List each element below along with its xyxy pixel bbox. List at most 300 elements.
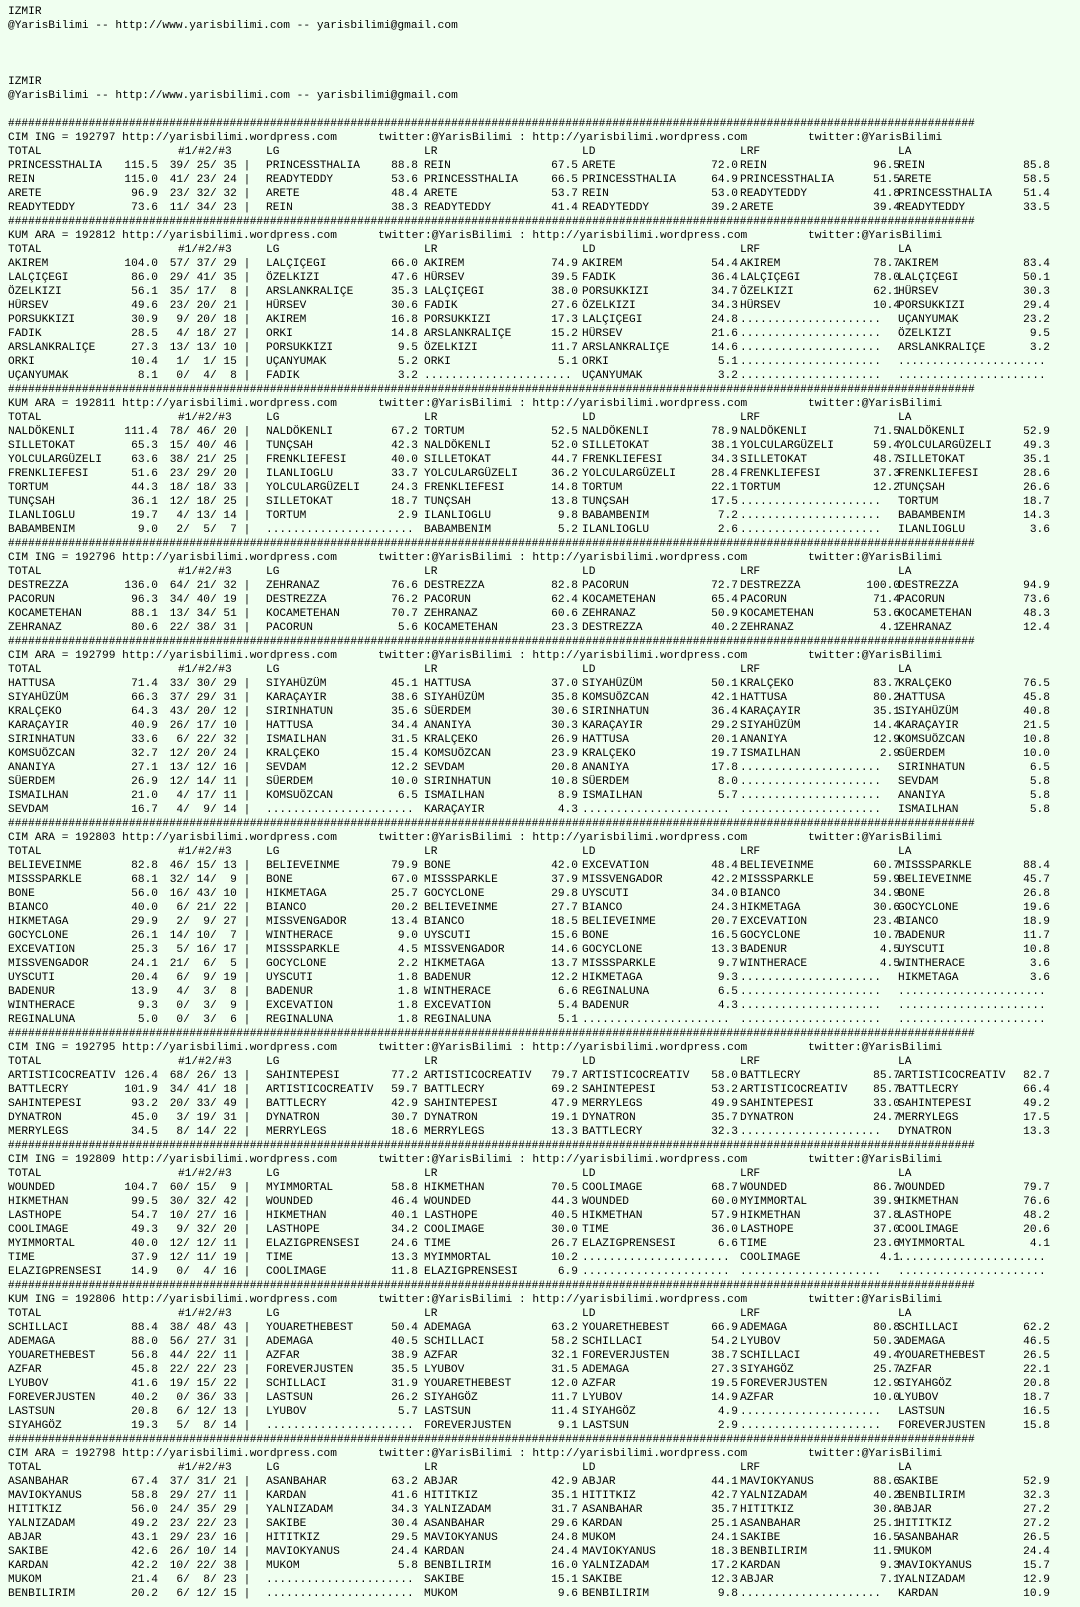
- lrf-horse: .....................: [740, 1000, 881, 1012]
- table-row: [8, 257, 1080, 271]
- lrf-horse: BENBILIRIM: [740, 1546, 808, 1558]
- horse-name: KARAÇAYIR: [8, 720, 69, 732]
- rank-counts: 41/ 23/ 24 |: [163, 174, 251, 186]
- ld-score: 58.0: [711, 1070, 738, 1082]
- ld-score: 50.9: [711, 608, 738, 620]
- lr-score: 5.4: [557, 1000, 578, 1012]
- table-row: [8, 929, 1080, 943]
- la-horse: ......................: [898, 1014, 1046, 1026]
- total-score: 54.7: [131, 1210, 158, 1222]
- lg-score: 31.9: [391, 1378, 418, 1390]
- header-ld: LD: [582, 664, 596, 676]
- total-score: 56.1: [131, 286, 158, 298]
- lg-score: 24.3: [391, 482, 418, 494]
- lr-horse: AKIREM: [424, 258, 465, 270]
- twitter-handle: twitter:@YarisBilimi: [808, 132, 943, 144]
- la-score: 23.2: [1023, 314, 1050, 326]
- lg-score: 33.7: [391, 468, 418, 480]
- rank-counts: 6/ 22/ 32 |: [163, 734, 251, 746]
- lrf-horse: BATTLECRY: [740, 1070, 801, 1082]
- lg-score: 48.4: [391, 188, 418, 200]
- column-header-row: [8, 411, 1080, 425]
- total-score: 49.6: [131, 300, 158, 312]
- la-horse: ......................: [898, 986, 1046, 998]
- lg-score: 18.6: [391, 1126, 418, 1138]
- lrf-horse: YOLCULARGÜZELI: [740, 440, 834, 452]
- ld-score: 34.0: [711, 888, 738, 900]
- horse-name: YOLCULARGÜZELI: [8, 454, 102, 466]
- column-header-row: [8, 565, 1080, 579]
- total-score: 56.8: [131, 1350, 158, 1362]
- lrf-horse: SAHINTEPESI: [740, 1098, 814, 1110]
- la-horse: PACORUN: [898, 594, 945, 606]
- lg-score: 30.4: [391, 1518, 418, 1530]
- total-score: 40.9: [131, 720, 158, 732]
- lr-score: 40.5: [551, 1210, 578, 1222]
- lg-horse: HIKMETAGA: [266, 888, 327, 900]
- lg-score: 59.7: [391, 1084, 418, 1096]
- ld-score: 19.7: [711, 748, 738, 760]
- horse-name: LYUBOV: [8, 1378, 49, 1390]
- horse-name: ORKI: [8, 356, 35, 368]
- lr-score: 13.7: [551, 958, 578, 970]
- lrf-horse: FOREVERJUSTEN: [740, 1378, 828, 1390]
- lrf-horse: YALNIZADAM: [740, 1490, 808, 1502]
- total-score: 58.8: [131, 1490, 158, 1502]
- ld-score: 20.1: [711, 734, 738, 746]
- la-horse: HIKMETHAN: [898, 1196, 959, 1208]
- la-horse: ......................: [898, 1266, 1046, 1278]
- total-score: 99.5: [131, 1196, 158, 1208]
- lr-score: 41.4: [551, 202, 578, 214]
- ld-horse: SIRINHATUN: [582, 706, 650, 718]
- horse-name: ANANIYA: [8, 762, 55, 774]
- la-horse: ......................: [898, 1252, 1046, 1264]
- header-lg: LG: [266, 244, 280, 256]
- table-row: [8, 425, 1080, 439]
- lg-score: 31.5: [391, 734, 418, 746]
- lrf-horse: .....................: [740, 1266, 881, 1278]
- total-score: 68.1: [131, 874, 158, 886]
- la-horse: HIKMETAGA: [898, 972, 959, 984]
- table-row: [8, 1587, 1080, 1601]
- la-score: 73.6: [1023, 594, 1050, 606]
- lr-score: 36.2: [551, 468, 578, 480]
- lr-horse: ABJAR: [424, 1476, 458, 1488]
- horse-name: KRALÇEKO: [8, 706, 62, 718]
- lrf-score: 4.5: [879, 958, 900, 970]
- lrf-horse: HIKMETAGA: [740, 902, 801, 914]
- header-la: LA: [898, 1168, 912, 1180]
- header-la: LA: [898, 1462, 912, 1474]
- lrf-score: 37.3: [873, 468, 900, 480]
- lg-score: 13.3: [391, 1252, 418, 1264]
- rank-counts: 3/ 19/ 31 |: [163, 1112, 251, 1124]
- ld-horse: BENBILIRIM: [582, 1588, 650, 1600]
- table-row: [8, 481, 1080, 495]
- ld-horse: READYTEDDY: [582, 202, 650, 214]
- lr-score: 58.2: [551, 1336, 578, 1348]
- lr-horse: REGINALUNA: [424, 1014, 492, 1026]
- ld-score: 13.3: [711, 944, 738, 956]
- lr-horse: MAVIOKYANUS: [424, 1532, 498, 1544]
- lr-horse: BONE: [424, 860, 451, 872]
- ld-horse: MERRYLEGS: [582, 1098, 643, 1110]
- lg-score: 35.5: [391, 1364, 418, 1376]
- header-lg: LG: [266, 566, 280, 578]
- table-row: [8, 355, 1080, 369]
- lg-horse: ......................: [266, 1588, 414, 1600]
- lrf-horse: MAVIOKYANUS: [740, 1476, 814, 1488]
- la-horse: FOREVERJUSTEN: [898, 1420, 986, 1432]
- ld-score: 42.2: [711, 874, 738, 886]
- lg-score: 50.4: [391, 1322, 418, 1334]
- total-score: 8.1: [137, 370, 158, 382]
- total-score: 40.0: [131, 902, 158, 914]
- race-title: KUM ING = 192806 http://yarisbilimi.wordpress.com: [8, 1294, 337, 1306]
- rank-counts: 29/ 27/ 11 |: [163, 1490, 251, 1502]
- race-title: CIM ARA = 192798 http://yarisbilimi.wordpress.com: [8, 1448, 337, 1460]
- lrf-horse: SIYAHÜZÜM: [740, 720, 801, 732]
- lr-score: 16.0: [551, 1560, 578, 1572]
- lrf-score: 4.1: [879, 622, 900, 634]
- table-row: [8, 1335, 1080, 1349]
- horse-name: READYTEDDY: [8, 202, 76, 214]
- lg-horse: PORSUKKIZI: [266, 342, 334, 354]
- la-score: 20.6: [1023, 1224, 1050, 1236]
- race-block: [8, 817, 1080, 1027]
- ld-score: 42.7: [711, 1490, 738, 1502]
- lg-horse: HITITKIZ: [266, 1532, 320, 1544]
- total-score: 26.9: [131, 776, 158, 788]
- lr-score: 37.0: [551, 678, 578, 690]
- la-horse: ZEHRANAZ: [898, 622, 952, 634]
- ld-score: 44.1: [711, 1476, 738, 1488]
- horse-name: ILANLIOGLU: [8, 510, 76, 522]
- horse-name: REIN: [8, 174, 35, 186]
- race-block: [8, 1279, 1080, 1433]
- total-score: 19.3: [131, 1420, 158, 1432]
- header-lg: LG: [266, 1056, 280, 1068]
- lrf-horse: .....................: [740, 1588, 881, 1600]
- lrf-horse: BADENUR: [740, 944, 787, 956]
- race-title-row: [8, 1447, 1080, 1461]
- lg-horse: BONE: [266, 874, 293, 886]
- total-score: 136.0: [124, 580, 158, 592]
- lr-score: 15.6: [551, 930, 578, 942]
- rank-counts: 6/ 9/ 19 |: [163, 972, 251, 984]
- total-score: 51.6: [131, 468, 158, 480]
- horse-name: KOCAMETEHAN: [8, 608, 82, 620]
- lrf-horse: .....................: [740, 356, 881, 368]
- ld-score: 65.4: [711, 594, 738, 606]
- ld-horse: PORSUKKIZI: [582, 286, 650, 298]
- rank-counts: 2/ 5/ 7 |: [163, 524, 251, 536]
- lr-score: 67.5: [551, 160, 578, 172]
- la-horse: YOUARETHEBEST: [898, 1350, 986, 1362]
- header-rank: #1/#2/#3: [178, 846, 232, 858]
- lr-score: 15.1: [551, 1574, 578, 1586]
- ld-horse: BADENUR: [582, 1000, 629, 1012]
- la-horse: NALDÖKENLI: [898, 426, 966, 438]
- race-title: CIM ING = 192797 http://yarisbilimi.wordpress.com: [8, 132, 337, 144]
- total-score: 28.5: [131, 328, 158, 340]
- rank-counts: 4/ 13/ 14 |: [163, 510, 251, 522]
- lr-score: 15.2: [551, 328, 578, 340]
- header-lr: LR: [424, 664, 438, 676]
- lr-score: 26.7: [551, 1238, 578, 1250]
- lrf-score: 41.8: [873, 188, 900, 200]
- la-score: 9.5: [1029, 328, 1050, 340]
- lrf-horse: EXCEVATION: [740, 916, 808, 928]
- rank-counts: 5/ 16/ 17 |: [163, 944, 251, 956]
- lr-horse: HITITKIZ: [424, 1490, 478, 1502]
- lg-horse: TIME: [266, 1252, 293, 1264]
- lr-horse: MISSSPARKLE: [424, 874, 498, 886]
- ld-horse: ANANIYA: [582, 762, 629, 774]
- lrf-score: 12.2: [873, 482, 900, 494]
- ld-horse: KARAÇAYIR: [582, 720, 643, 732]
- rank-counts: 21/ 6/ 5 |: [163, 958, 251, 970]
- lg-score: 10.0: [391, 776, 418, 788]
- la-score: 26.5: [1023, 1350, 1050, 1362]
- rank-counts: 38/ 21/ 25 |: [163, 454, 251, 466]
- lrf-horse: LASTHOPE: [740, 1224, 794, 1236]
- rank-counts: 19/ 15/ 22 |: [163, 1378, 251, 1390]
- header-rank: #1/#2/#3: [178, 1462, 232, 1474]
- column-header-row: [8, 145, 1080, 159]
- lr-horse: FADIK: [424, 300, 458, 312]
- total-score: 14.9: [131, 1266, 158, 1278]
- la-score: 62.2: [1023, 1322, 1050, 1334]
- la-horse: BADENUR: [898, 930, 945, 942]
- la-score: 50.1: [1023, 272, 1050, 284]
- lrf-horse: ANANIYA: [740, 734, 787, 746]
- table-row: [8, 943, 1080, 957]
- total-score: 37.9: [131, 1252, 158, 1264]
- lg-score: 4.5: [397, 944, 418, 956]
- lg-horse: KOCAMETEHAN: [266, 608, 340, 620]
- total-score: 49.2: [131, 1518, 158, 1530]
- lrf-score: 49.4: [873, 1350, 900, 1362]
- twitter-handle: twitter:@YarisBilimi: [808, 552, 943, 564]
- table-row: [8, 509, 1080, 523]
- horse-name: LASTHOPE: [8, 1210, 62, 1222]
- la-horse: SIYAHGÖZ: [898, 1378, 952, 1390]
- la-horse: COOLIMAGE: [898, 1224, 959, 1236]
- table-row: [8, 1097, 1080, 1111]
- separator-line: ################################################################################################################################################: [8, 1280, 975, 1292]
- total-score: 9.0: [137, 524, 158, 536]
- lr-score: 31.7: [551, 1504, 578, 1516]
- rank-counts: 57/ 37/ 29 |: [163, 258, 251, 270]
- table-row: [8, 705, 1080, 719]
- lrf-horse: .....................: [740, 496, 881, 508]
- header-total: TOTAL: [8, 1056, 42, 1068]
- lg-score: 12.2: [391, 762, 418, 774]
- table-row: [8, 173, 1080, 187]
- lr-score: 27.7: [551, 902, 578, 914]
- horse-name: YOUARETHEBEST: [8, 1350, 96, 1362]
- header-ld: LD: [582, 244, 596, 256]
- lrf-score: 7.1: [879, 1574, 900, 1586]
- total-score: 21.0: [131, 790, 158, 802]
- lr-score: 20.8: [551, 762, 578, 774]
- lrf-score: 33.0: [873, 1098, 900, 1110]
- lrf-horse: PACORUN: [740, 594, 787, 606]
- lr-horse: ARTISTICOCREATIV: [424, 1070, 532, 1082]
- ld-horse: REIN: [582, 188, 609, 200]
- lg-score: 38.6: [391, 692, 418, 704]
- total-score: 101.9: [124, 1084, 158, 1096]
- lrf-score: 35.1: [873, 706, 900, 718]
- lrf-score: 59.4: [873, 440, 900, 452]
- ld-horse: SIYAHGÖZ: [582, 1406, 636, 1418]
- ld-score: 14.6: [711, 342, 738, 354]
- lrf-score: 10.4: [873, 300, 900, 312]
- ld-score: 9.3: [717, 972, 738, 984]
- la-horse: BONE: [898, 888, 925, 900]
- separator-line: ################################################################################################################################################: [8, 1028, 975, 1040]
- rank-counts: 32/ 14/ 9 |: [163, 874, 251, 886]
- lg-score: 14.8: [391, 328, 418, 340]
- rank-counts: 9/ 20/ 18 |: [163, 314, 251, 326]
- race-block: [8, 1433, 1080, 1601]
- la-score: 12.4: [1023, 622, 1050, 634]
- la-horse: UÇANYUMAK: [898, 314, 959, 326]
- horse-name: KOMSUÖZCAN: [8, 748, 76, 760]
- lrf-horse: REIN: [740, 160, 767, 172]
- lg-score: 34.4: [391, 720, 418, 732]
- ld-score: 34.3: [711, 300, 738, 312]
- rank-counts: 29/ 41/ 35 |: [163, 272, 251, 284]
- lrf-horse: ARETE: [740, 202, 774, 214]
- ld-score: 42.1: [711, 692, 738, 704]
- lr-horse: MUKOM: [424, 1588, 458, 1600]
- lg-score: 9.0: [397, 930, 418, 942]
- la-horse: LASTSUN: [898, 1406, 945, 1418]
- lg-score: 5.6: [397, 622, 418, 634]
- rank-counts: 22/ 38/ 31 |: [163, 622, 251, 634]
- lr-horse: KOMSUÖZCAN: [424, 748, 492, 760]
- total-score: 49.3: [131, 1224, 158, 1236]
- ld-horse: BONE: [582, 930, 609, 942]
- table-row: [8, 1195, 1080, 1209]
- ld-horse: ARETE: [582, 160, 616, 172]
- horse-name: PRINCESSTHALIA: [8, 160, 102, 172]
- twitter-link: twitter:@YarisBilimi : http://yarisbilimi.wordpress.com: [378, 832, 748, 844]
- lg-horse: REIN: [266, 202, 293, 214]
- la-horse: REIN: [898, 160, 925, 172]
- header-la: LA: [898, 244, 912, 256]
- lg-horse: SIRINHATUN: [266, 706, 334, 718]
- ld-horse: ARSLANKRALIÇE: [582, 342, 670, 354]
- ld-horse: REGINALUNA: [582, 986, 650, 998]
- lg-horse: HÜRSEV: [266, 300, 307, 312]
- la-horse: KOCAMETEHAN: [898, 608, 972, 620]
- lr-horse: MISSVENGADOR: [424, 944, 505, 956]
- ld-score: 17.2: [711, 1560, 738, 1572]
- ld-horse: HIKMETAGA: [582, 972, 643, 984]
- lr-score: 38.0: [551, 286, 578, 298]
- race-title: KUM ARA = 192812 http://yarisbilimi.wordpress.com: [8, 230, 337, 242]
- twitter-link: twitter:@YarisBilimi : http://yarisbilimi.wordpress.com: [378, 132, 748, 144]
- lr-horse: LASTSUN: [424, 1406, 471, 1418]
- total-score: 20.4: [131, 972, 158, 984]
- la-horse: KRALÇEKO: [898, 678, 952, 690]
- rank-counts: 30/ 32/ 42 |: [163, 1196, 251, 1208]
- lg-horse: ZEHRANAZ: [266, 580, 320, 592]
- la-horse: BIANCO: [898, 916, 939, 928]
- la-horse: GOCYCLONE: [898, 902, 959, 914]
- lrf-horse: SAKIBE: [740, 1532, 781, 1544]
- lr-score: 70.5: [551, 1182, 578, 1194]
- separator-line: ################################################################################################################################################: [8, 538, 975, 550]
- header-lg: LG: [266, 146, 280, 158]
- lr-score: 47.9: [551, 1098, 578, 1110]
- lr-score: 44.3: [551, 1196, 578, 1208]
- lg-score: 5.8: [397, 1560, 418, 1572]
- ld-score: 6.6: [717, 1238, 738, 1250]
- ld-horse: ILANLIOGLU: [582, 524, 650, 536]
- lr-score: 24.8: [551, 1532, 578, 1544]
- horse-name: MISSVENGADOR: [8, 958, 89, 970]
- lg-horse: TUNÇSAH: [266, 440, 313, 452]
- lr-horse: KARAÇAYIR: [424, 804, 485, 816]
- lrf-score: 86.7: [873, 1182, 900, 1194]
- ld-score: 17.5: [711, 496, 738, 508]
- horse-name: HATTUSA: [8, 678, 55, 690]
- la-horse: WOUNDED: [898, 1182, 945, 1194]
- lg-horse: ISMAILHAN: [266, 734, 327, 746]
- rank-counts: 4/ 17/ 11 |: [163, 790, 251, 802]
- header-lrf: LRF: [740, 1308, 761, 1320]
- horse-name: MERRYLEGS: [8, 1126, 69, 1138]
- lr-score: 30.0: [551, 1224, 578, 1236]
- lg-score: 24.4: [391, 1546, 418, 1558]
- lg-horse: WOUNDED: [266, 1196, 313, 1208]
- ld-horse: ELAZIGPRENSESI: [582, 1238, 676, 1250]
- table-row: [8, 1013, 1080, 1027]
- lrf-score: 83.7: [873, 678, 900, 690]
- ld-horse: LASTSUN: [582, 1420, 629, 1432]
- lg-horse: SIYAHÜZÜM: [266, 678, 327, 690]
- lrf-score: 50.3: [873, 1336, 900, 1348]
- lr-horse: WINTHERACE: [424, 986, 492, 998]
- header-total: TOTAL: [8, 412, 42, 424]
- horse-name: HÜRSEV: [8, 300, 49, 312]
- table-row: [8, 999, 1080, 1013]
- lrf-score: 25.7: [873, 1364, 900, 1376]
- lg-horse: SAKIBE: [266, 1518, 307, 1530]
- ld-score: 68.7: [711, 1182, 738, 1194]
- lr-horse: READYTEDDY: [424, 202, 492, 214]
- rank-counts: 37/ 31/ 21 |: [163, 1476, 251, 1488]
- lr-score: 39.5: [551, 272, 578, 284]
- lrf-horse: HITITKIZ: [740, 1504, 794, 1516]
- ld-horse: FADIK: [582, 272, 616, 284]
- header-lrf: LRF: [740, 664, 761, 676]
- lr-score: 60.6: [551, 608, 578, 620]
- race-block: [8, 117, 1080, 215]
- horse-name: TUNÇSAH: [8, 496, 55, 508]
- la-horse: ......................: [898, 1000, 1046, 1012]
- ld-horse: ZEHRANAZ: [582, 608, 636, 620]
- la-score: 19.6: [1023, 902, 1050, 914]
- la-horse: YOLCULARGÜZELI: [898, 440, 992, 452]
- la-horse: HATTUSA: [898, 692, 945, 704]
- lr-score: 14.8: [551, 482, 578, 494]
